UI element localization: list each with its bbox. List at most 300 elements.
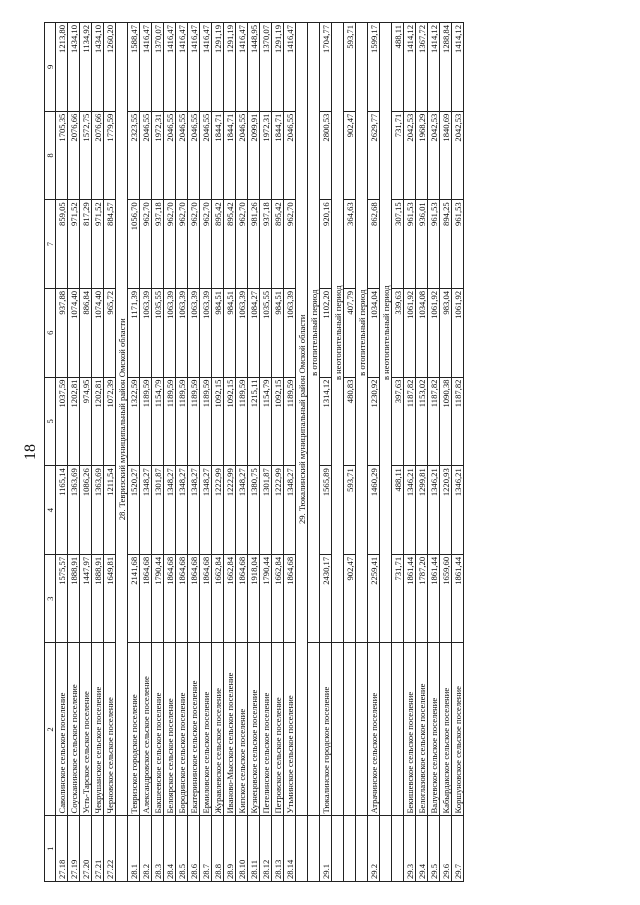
settlement-name: Бакшеевское сельское поселение [152,643,164,816]
tariff-value: 1705,35 [56,111,68,200]
tariff-value: 920,16 [320,200,332,289]
tariff-value: 1063,39 [188,288,200,377]
tariff-value: 1202,81 [92,377,104,466]
period-label: в неотопительный период [332,23,344,644]
tariff-value: 1102,20 [320,288,332,377]
tariff-value: 1187,82 [428,377,440,466]
tariff-value: 1061,92 [452,288,464,377]
empty-cell [308,816,320,882]
tariff-value: 1659,60 [440,554,452,643]
table-row [212,23,224,882]
section-row [116,23,128,882]
tariff-table [44,22,464,882]
tariff-value: 1414,12 [452,23,464,112]
tariff-value: 1861,44 [428,554,440,643]
tariff-value: 937,88 [56,288,68,377]
column-header: 8 [45,111,56,200]
table-row [452,23,464,882]
table-row [68,23,80,882]
tariff-value: 397,63 [392,377,404,466]
column-header: 5 [45,377,56,466]
tariff-value: 488,11 [392,466,404,555]
tariff-value: 886,84 [80,288,92,377]
tariff-value: 1134,92 [80,23,92,112]
tariff-value: 962,70 [188,200,200,289]
period-row [356,23,368,882]
tariff-value: 1346,21 [428,466,440,555]
tariff-value: 2042,53 [428,111,440,200]
section-title: 29. Тюкалинский муниципальный район Омской области [296,23,308,817]
tariff-value: 2046,55 [236,111,248,200]
tariff-value: 1288,84 [440,23,452,112]
tariff-value: 1888,91 [92,554,104,643]
tariff-value: 2259,41 [368,554,380,643]
tariff-value: 1348,27 [176,466,188,555]
tariff-value: 2042,53 [404,111,416,200]
tariff-value: 1153,02 [416,377,428,466]
tariff-value: 965,72 [104,288,116,377]
tariff-value: 895,42 [224,200,236,289]
row-number: 29.2 [368,816,380,882]
row-number: 29.7 [452,816,464,882]
tariff-value: 1230,92 [368,377,380,466]
tariff-value: 1787,20 [416,554,428,643]
tariff-value: 1434,10 [92,23,104,112]
tariff-value: 1972,31 [260,111,272,200]
tariff-value: 1189,59 [176,377,188,466]
settlement-name: Чекрушанское сельское поселение [92,643,104,816]
empty-cell [332,816,344,882]
tariff-value: 2046,55 [200,111,212,200]
tariff-value: 962,70 [284,200,296,289]
tariff-value: 1222,99 [224,466,236,555]
period-label: в отопительный период [356,23,368,644]
table-row [440,23,452,882]
tariff-value: 2099,91 [248,111,260,200]
row-number: 28.1 [128,816,140,882]
row-number: 28.7 [200,816,212,882]
settlement-name: Тюкалинское городское поселение [320,643,332,816]
row-number: 29.3 [404,816,416,882]
tariff-value: 1092,15 [224,377,236,466]
table-row [92,23,104,882]
tariff-value: 1035,55 [260,288,272,377]
tariff-value: 1414,12 [404,23,416,112]
tariff-value: 981,26 [248,200,260,289]
tariff-value: 1187,82 [452,377,464,466]
tariff-value: 1861,44 [404,554,416,643]
table-row [320,23,332,882]
period-label: в отопительный период [308,23,320,644]
tariff-value: 962,70 [164,200,176,289]
settlement-name: Бородинское сельское поселение [176,643,188,816]
tariff-value: 1301,87 [260,466,272,555]
row-number: 28.9 [224,816,236,882]
table-row [128,23,140,882]
empty-cell [332,643,344,816]
tariff-value: 1649,81 [104,554,116,643]
row-number: 28.12 [260,816,272,882]
tariff-value: 1864,68 [188,554,200,643]
tariff-value: 962,70 [140,200,152,289]
tariff-value: 1165,14 [56,466,68,555]
settlement-name: Утьминское сельское поселение [284,643,296,816]
tariff-value: 971,52 [68,200,80,289]
tariff-value: 1213,80 [56,23,68,112]
tariff-value: 884,57 [104,200,116,289]
tariff-value: 2629,77 [368,111,380,200]
tariff-value: 961,53 [452,200,464,289]
tariff-value: 1861,44 [452,554,464,643]
table-row [164,23,176,882]
tariff-value: 1414,12 [428,23,440,112]
settlement-name: Белоглазовское сельское поселение [416,643,428,816]
tariff-value: 2046,55 [164,111,176,200]
settlement-name: Усть-Тарское сельское поселение [80,643,92,816]
tariff-value: 2046,55 [188,111,200,200]
tariff-value: 1844,71 [224,111,236,200]
tariff-value: 1072,39 [104,377,116,466]
column-header: 3 [45,554,56,643]
table-row [416,23,428,882]
table-row [104,23,116,882]
settlement-name: Петелинское сельское поселение [260,643,272,816]
table-row [224,23,236,882]
tariff-value: 1063,39 [200,288,212,377]
tariff-value: 1189,59 [200,377,212,466]
tariff-value: 1092,15 [212,377,224,466]
tariff-value: 1460,29 [368,466,380,555]
settlement-name: Александровское сельское поселение [140,643,152,816]
tariff-value: 1348,27 [200,466,212,555]
tariff-value: 862,68 [368,200,380,289]
tariff-value: 1888,91 [68,554,80,643]
tariff-value: 1416,47 [176,23,188,112]
table-row [272,23,284,882]
row-number: 28.5 [176,816,188,882]
tariff-value: 731,71 [392,554,404,643]
tariff-value: 1348,27 [236,466,248,555]
tariff-value: 1864,68 [284,554,296,643]
tariff-value: 1370,07 [152,23,164,112]
tariff-value: 1063,39 [164,288,176,377]
tariff-value: 2076,66 [92,111,104,200]
row-number [344,816,356,882]
tariff-value: 1588,47 [128,23,140,112]
tariff-value: 1346,21 [452,466,464,555]
section-row [296,23,308,882]
tariff-value: 1840,69 [440,111,452,200]
page-number: 18 [22,444,39,460]
tariff-value: 488,11 [392,23,404,112]
tariff-value: 1363,69 [68,466,80,555]
row-number: 28.13 [272,816,284,882]
tariff-value: 1416,47 [140,23,152,112]
row-number: 29.6 [440,816,452,882]
tariff-value: 1090,38 [440,377,452,466]
tariff-value: 1154,79 [260,377,272,466]
tariff-value: 1416,47 [188,23,200,112]
section-title: 28. Тевризский муниципальный район Омской области [116,23,128,817]
tariff-value: 971,52 [92,200,104,289]
tariff-value: 961,53 [428,200,440,289]
tariff-value: 1844,71 [272,111,284,200]
tariff-value: 1063,39 [284,288,296,377]
empty-cell [356,816,368,882]
table-row [176,23,188,882]
tariff-value: 1314,12 [320,377,332,466]
tariff-value: 1380,75 [248,466,260,555]
period-row [332,23,344,882]
tariff-value: 1222,99 [272,466,284,555]
row-number: 28.11 [248,816,260,882]
table-row [200,23,212,882]
period-row [308,23,320,882]
tariff-value: 895,42 [212,200,224,289]
tariff-value: 1074,40 [92,288,104,377]
row-number: 27.18 [56,816,68,882]
tariff-value: 1864,68 [236,554,248,643]
tariff-value: 1844,71 [212,111,224,200]
tariff-value: 1348,27 [140,466,152,555]
tariff-value: 1599,17 [368,23,380,112]
empty-cell [380,643,392,816]
tariff-value: 1189,59 [188,377,200,466]
column-header: 9 [45,23,56,112]
empty-cell [116,816,128,882]
tariff-value: 307,15 [392,200,404,289]
tariff-value: 895,42 [272,200,284,289]
tariff-value: 2046,55 [176,111,188,200]
tariff-value: 1063,39 [140,288,152,377]
tariff-value: 2042,53 [452,111,464,200]
tariff-value: 1662,84 [224,554,236,643]
row-number: 27.19 [68,816,80,882]
tariff-value: 407,79 [344,288,356,377]
column-number-row [45,23,56,882]
column-header: 6 [45,288,56,377]
tariff-value: 1092,15 [272,377,284,466]
tariff-value: 1291,19 [224,23,236,112]
settlement-name [344,643,356,816]
tariff-value: 1346,21 [404,466,416,555]
table-row [80,23,92,882]
period-row [380,23,392,882]
settlement-name: Кабырдакское сельское поселение [440,643,452,816]
tariff-value: 984,51 [212,288,224,377]
tariff-value: 480,83 [344,377,356,466]
settlement-name: Черновское сельское поселение [104,643,116,816]
tariff-value: 1171,39 [128,288,140,377]
tariff-value: 593,71 [344,466,356,555]
tariff-value: 936,01 [416,200,428,289]
row-number: 27.20 [80,816,92,882]
tariff-value: 1972,31 [152,111,164,200]
tariff-value: 859,05 [56,200,68,289]
table-row [284,23,296,882]
tariff-value: 1299,81 [416,466,428,555]
table-row [368,23,380,882]
tariff-value: 962,70 [176,200,188,289]
tariff-value: 1074,40 [68,288,80,377]
tariff-value: 1416,47 [200,23,212,112]
tariff-value: 2046,55 [140,111,152,200]
settlement-name: Соусканинское сельское поселение [68,643,80,816]
tariff-value: 1662,84 [212,554,224,643]
tariff-value: 1565,89 [320,466,332,555]
tariff-value: 902,47 [344,554,356,643]
tariff-value: 937,18 [260,200,272,289]
settlement-name: Кипское сельское поселение [236,643,248,816]
tariff-value: 1348,27 [164,466,176,555]
tariff-value: 1189,59 [236,377,248,466]
tariff-value: 1086,26 [80,466,92,555]
settlement-name: Журавлевское сельское поселение [212,643,224,816]
tariff-value: 1034,08 [416,288,428,377]
row-number: 28.14 [284,816,296,882]
tariff-value: 1348,27 [188,466,200,555]
tariff-value: 1434,10 [68,23,80,112]
tariff-value: 1211,54 [104,466,116,555]
tariff-value: 2141,68 [128,554,140,643]
settlement-name: Бекишевское сельское поселение [404,643,416,816]
empty-cell [308,643,320,816]
row-number: 28.10 [236,816,248,882]
tariff-value: 1704,77 [320,23,332,112]
tariff-value: 962,70 [200,200,212,289]
tariff-value: 2046,55 [284,111,296,200]
table-row [248,23,260,882]
column-header: 1 [45,816,56,882]
tariff-value: 2076,66 [68,111,80,200]
tariff-value: 1864,68 [164,554,176,643]
tariff-value: 1416,47 [164,23,176,112]
settlement-name [392,643,404,816]
settlement-name: Коршуновское сельское поселение [452,643,464,816]
settlement-name: Иваново-Мысское сельское поселение [224,643,236,816]
tariff-value: 1035,55 [152,288,164,377]
settlement-name: Кузнецовское сельское поселение [248,643,260,816]
settlement-name: Тевризское городское поселение [128,643,140,816]
tariff-value: 1363,69 [92,466,104,555]
tariff-value: 1662,84 [272,554,284,643]
tariff-value: 962,70 [236,200,248,289]
tariff-value: 1084,27 [248,288,260,377]
tariff-value: 1864,68 [176,554,188,643]
tariff-value: 1215,11 [248,377,260,466]
tariff-value: 1291,19 [212,23,224,112]
tariff-value: 1790,44 [260,554,272,643]
tariff-value: 937,18 [152,200,164,289]
tariff-value: 1416,47 [284,23,296,112]
empty-cell [356,643,368,816]
tariff-value: 1864,68 [200,554,212,643]
table-row [428,23,440,882]
tariff-value: 1154,79 [152,377,164,466]
tariff-value: 1189,59 [140,377,152,466]
settlement-name: Екатерининское сельское поселение [188,643,200,816]
tariff-value: 1918,04 [248,554,260,643]
tariff-value: 1575,57 [56,554,68,643]
settlement-name: Саволинское сельское поселение [56,643,68,816]
tariff-value: 1448,95 [248,23,260,112]
tariff-value: 1056,70 [128,200,140,289]
tariff-value: 1367,72 [416,23,428,112]
table-row [152,23,164,882]
tariff-value: 2430,17 [320,554,332,643]
tariff-value: 364,63 [344,200,356,289]
column-header: 7 [45,200,56,289]
column-header: 2 [45,643,56,816]
tariff-value: 1322,59 [128,377,140,466]
row-number: 29.1 [320,816,332,882]
tariff-value: 1779,59 [104,111,116,200]
tariff-value: 1061,92 [428,288,440,377]
row-number: 28.6 [188,816,200,882]
tariff-value: 1301,87 [152,466,164,555]
row-number [392,816,404,882]
settlement-name: Белоярское сельское поселение [164,643,176,816]
tariff-value: 1187,82 [404,377,416,466]
tariff-value: 1572,75 [80,111,92,200]
table-row [404,23,416,882]
row-number: 28.8 [212,816,224,882]
settlement-name: Атрачинское сельское поселение [368,643,380,816]
tariff-value: 984,51 [224,288,236,377]
tariff-value: 1063,39 [236,288,248,377]
empty-cell [380,816,392,882]
tariff-value: 1447,97 [80,554,92,643]
tariff-value: 983,04 [440,288,452,377]
tariff-value: 1348,27 [284,466,296,555]
rotated-page [20,12,620,892]
tariff-value: 894,25 [440,200,452,289]
tariff-value: 1520,27 [128,466,140,555]
tariff-value: 593,71 [344,23,356,112]
settlement-name: Петровское сельское поселение [272,643,284,816]
tariff-value: 1968,29 [416,111,428,200]
table-row [236,23,248,882]
table-row [344,23,356,882]
row-number: 28.3 [152,816,164,882]
tariff-value: 1063,39 [176,288,188,377]
row-number: 29.4 [416,816,428,882]
tariff-value: 1260,20 [104,23,116,112]
tariff-value: 1291,19 [272,23,284,112]
tariff-value: 1189,59 [284,377,296,466]
tariff-value: 902,47 [344,111,356,200]
table-row [56,23,68,882]
tariff-value: 1416,47 [236,23,248,112]
tariff-value: 2323,55 [128,111,140,200]
row-number: 27.21 [92,816,104,882]
row-number: 29.5 [428,816,440,882]
tariff-value: 1370,07 [260,23,272,112]
table-row [188,23,200,882]
tariff-value: 1790,44 [152,554,164,643]
table-row [140,23,152,882]
row-number: 28.4 [164,816,176,882]
tariff-value: 2800,53 [320,111,332,200]
row-number: 27.22 [104,816,116,882]
tariff-value: 961,53 [404,200,416,289]
tariff-value: 817,29 [80,200,92,289]
tariff-value: 1034,04 [368,288,380,377]
tariff-value: 1864,68 [140,554,152,643]
tariff-value: 984,51 [272,288,284,377]
tariff-value: 1037,59 [56,377,68,466]
table-row [260,23,272,882]
